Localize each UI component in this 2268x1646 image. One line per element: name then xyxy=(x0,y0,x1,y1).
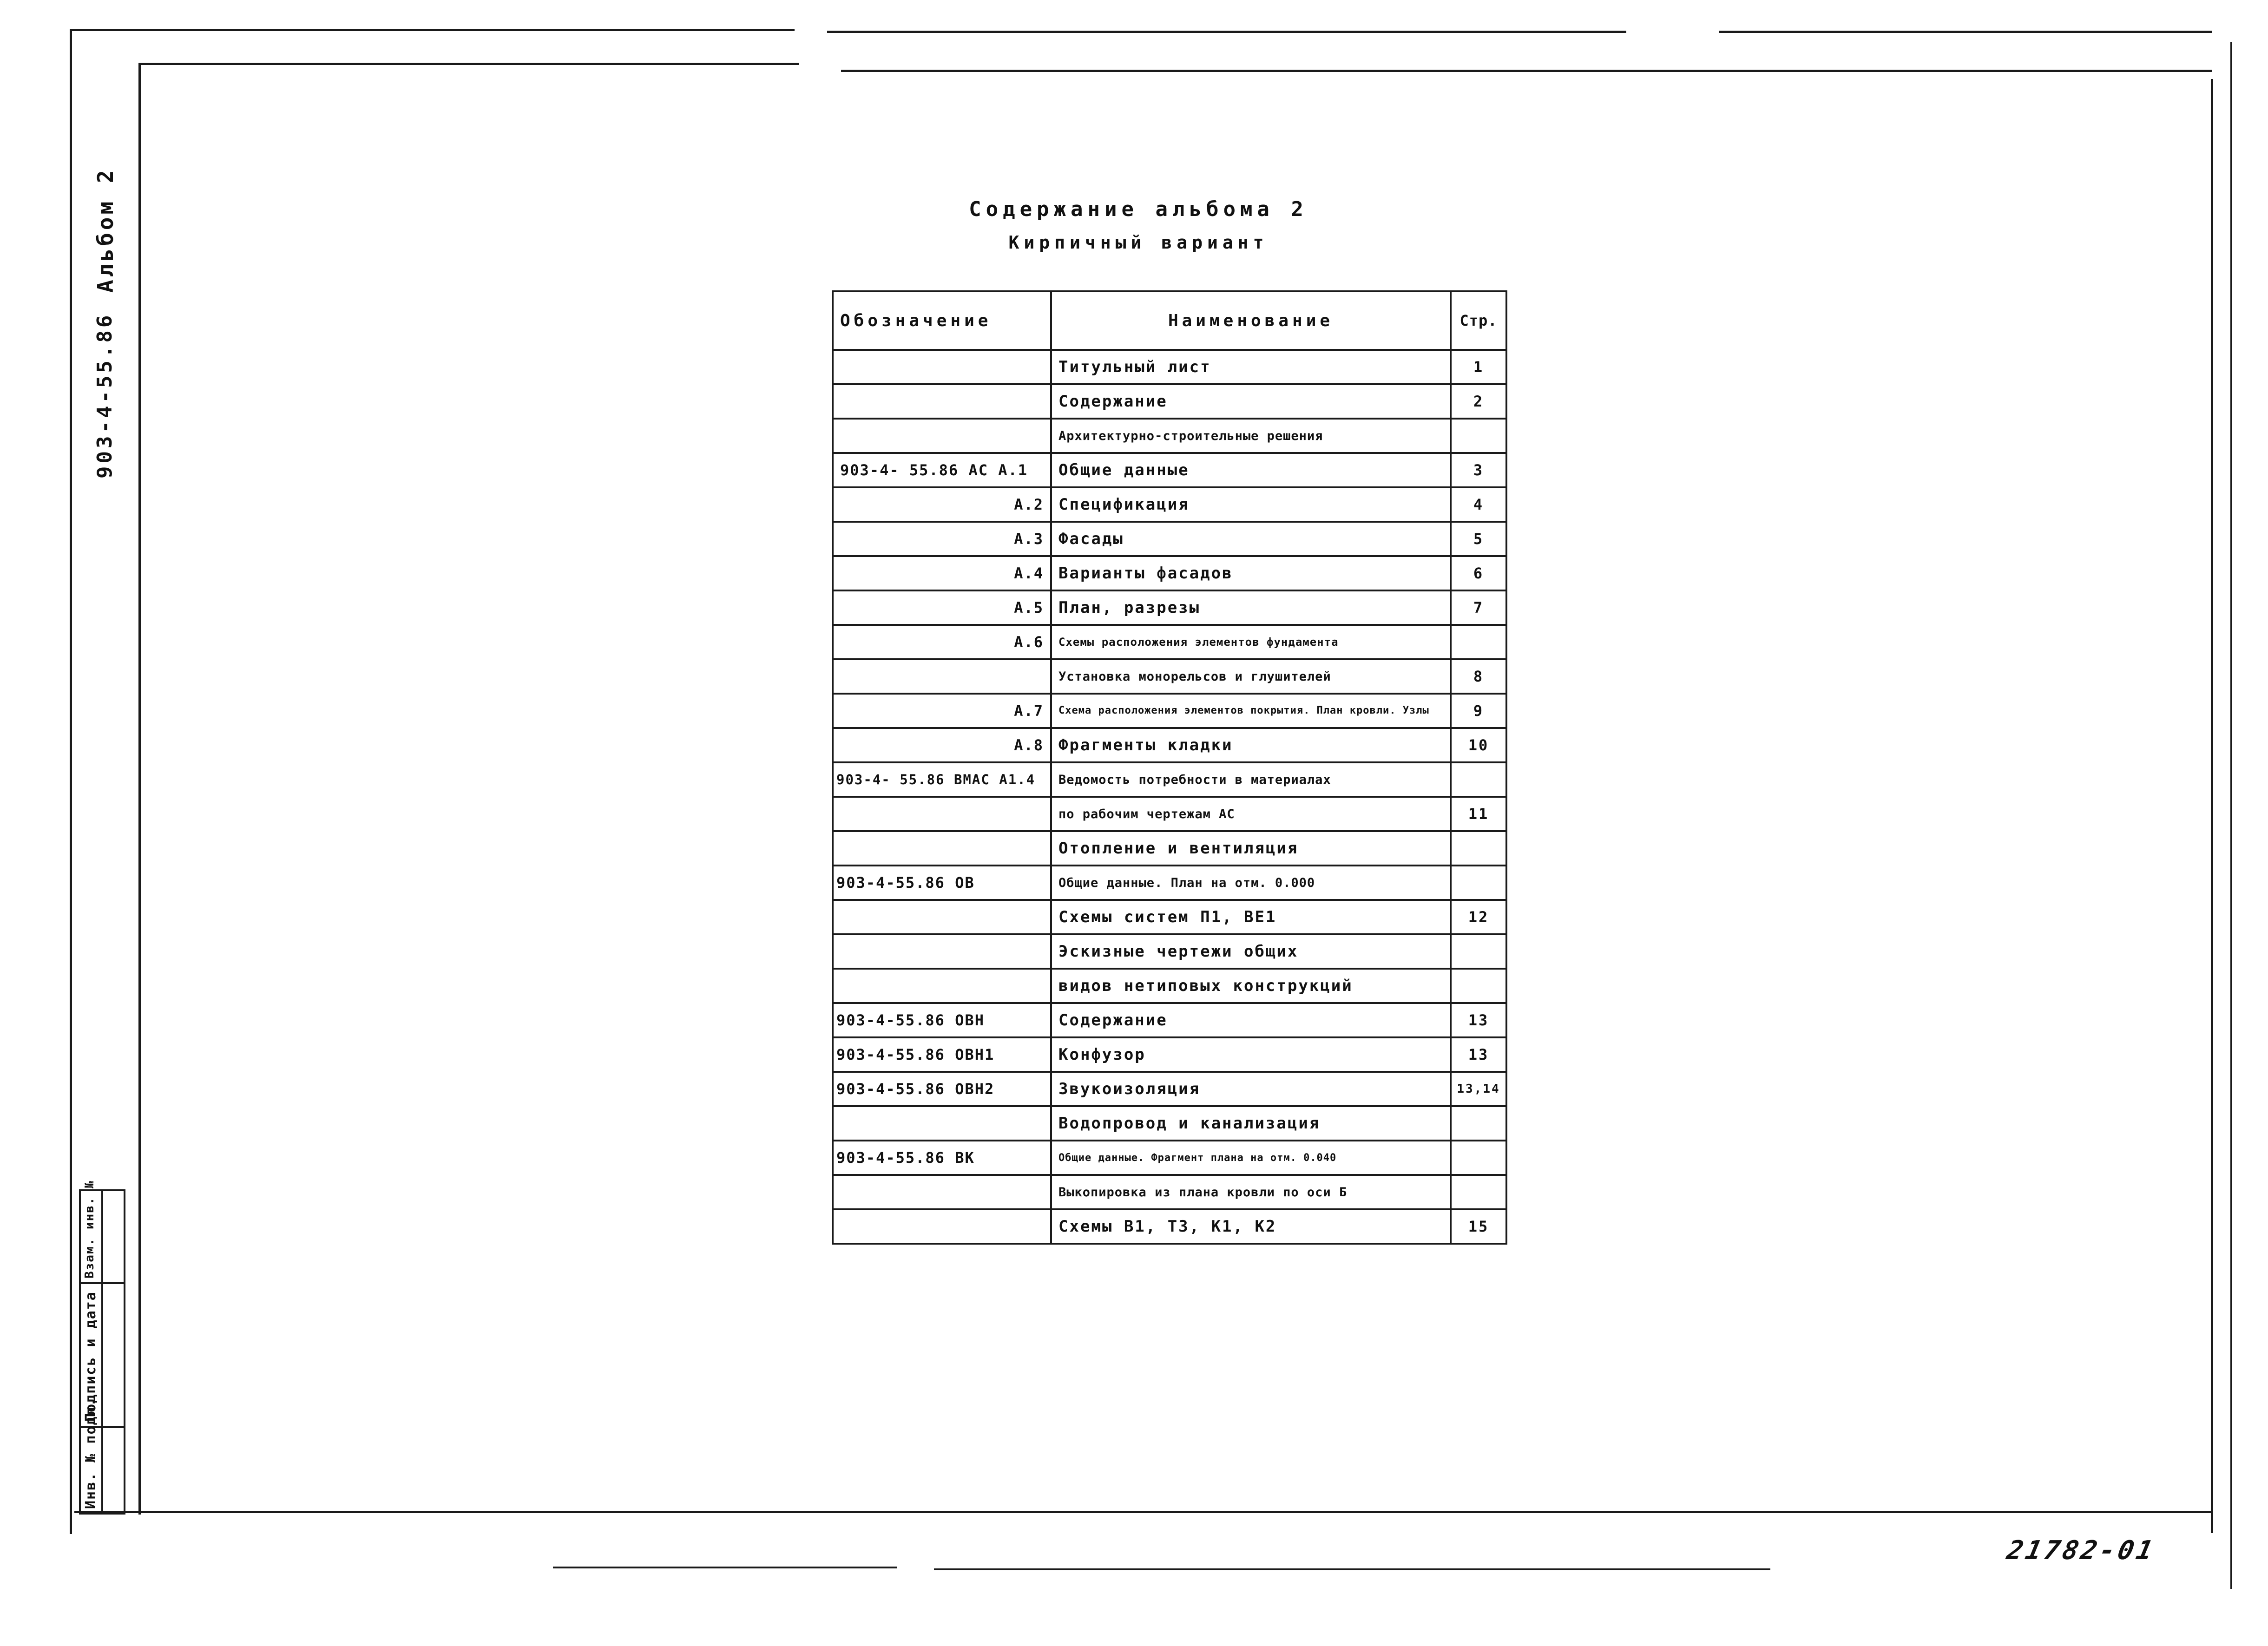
row-name: Содержание xyxy=(1051,384,1451,419)
row-page: 3 xyxy=(1451,453,1506,487)
row-designation: А.6 xyxy=(833,625,1051,659)
row-page: 7 xyxy=(1451,590,1506,625)
table-row xyxy=(833,866,1506,900)
row-name: Общие данные. Фрагмент плана на отм. 0.040 xyxy=(1051,1141,1451,1175)
row-page: 2 xyxy=(1451,384,1506,419)
table-row xyxy=(833,797,1506,831)
row-page: 1 xyxy=(1451,350,1506,384)
contents-table xyxy=(832,290,1507,1245)
row-page: 4 xyxy=(1451,487,1506,522)
table-row xyxy=(833,384,1506,419)
document-subtitle: Кирпичный вариант xyxy=(1008,232,1269,253)
frame-left xyxy=(138,63,141,1515)
row-name: Отопление и вентиляция xyxy=(1051,831,1451,866)
trim-line-bottom-left xyxy=(553,1567,897,1568)
row-designation xyxy=(833,1106,1051,1141)
table-row xyxy=(833,934,1506,969)
row-designation: А.3 xyxy=(833,522,1051,556)
frame-top-left xyxy=(139,63,799,65)
row-page: 9 xyxy=(1451,694,1506,728)
row-name: Выкопировка из плана кровли по оси Б xyxy=(1051,1175,1451,1209)
row-name: Варианты фасадов xyxy=(1051,556,1451,590)
row-designation: А.8 xyxy=(833,728,1051,762)
table-row xyxy=(833,590,1506,625)
table-row xyxy=(833,487,1506,522)
frame-right xyxy=(2211,79,2213,1533)
row-page: 8 xyxy=(1451,659,1506,694)
row-designation xyxy=(833,831,1051,866)
row-name: Схема расположения элементов покрытия. План кровли. Узлы xyxy=(1051,694,1451,728)
table-row xyxy=(833,1175,1506,1209)
row-name: Фрагменты кладки xyxy=(1051,728,1451,762)
outer-border-right xyxy=(2230,42,2232,1589)
row-page: 15 xyxy=(1451,1209,1506,1244)
stamp-cell-signature-date: Подпись и дата xyxy=(83,1291,99,1422)
row-name: видов нетиповых конструкций xyxy=(1051,969,1451,1003)
row-designation xyxy=(833,659,1051,694)
stamp-cell-replaced-inventory: Взам. инв. № xyxy=(83,1180,97,1279)
row-name: Спецификация xyxy=(1051,487,1451,522)
row-page: 6 xyxy=(1451,556,1506,590)
side-stamp-divider xyxy=(101,1189,103,1515)
row-designation xyxy=(833,419,1051,453)
row-designation xyxy=(833,934,1051,969)
row-page xyxy=(1451,1106,1506,1141)
table-row xyxy=(833,1037,1506,1072)
row-designation xyxy=(833,384,1051,419)
row-designation xyxy=(833,797,1051,831)
stamp-cell-inventory-no: Инв. № подл. xyxy=(83,1397,99,1509)
table-row xyxy=(833,453,1506,487)
row-designation: А.4 xyxy=(833,556,1051,590)
row-name: Схемы расположения элементов фундамента xyxy=(1051,625,1451,659)
row-page xyxy=(1451,934,1506,969)
table-row xyxy=(833,1106,1506,1141)
table-row xyxy=(833,900,1506,934)
table-row xyxy=(833,694,1506,728)
row-name: Звукоизоляция xyxy=(1051,1072,1451,1106)
row-name: Архитектурно-строительные решения xyxy=(1051,419,1451,453)
row-name: Схемы систем П1, ВЕ1 xyxy=(1051,900,1451,934)
frame-bottom xyxy=(74,1511,2212,1513)
row-designation: 903-4-55.86 ОВН xyxy=(833,1003,1051,1037)
row-name: по рабочим чертежам АС xyxy=(1051,797,1451,831)
row-designation xyxy=(833,1209,1051,1244)
row-page xyxy=(1451,419,1506,453)
document-title: Содержание альбома 2 xyxy=(969,197,1308,221)
outer-border-left xyxy=(70,29,72,1534)
row-page: 13 xyxy=(1451,1003,1506,1037)
table-row xyxy=(833,350,1506,384)
row-name: Схемы В1, Т3, К1, К2 xyxy=(1051,1209,1451,1244)
table-row xyxy=(833,556,1506,590)
row-designation: 903-4- 55.86 ВМАС А1.4 xyxy=(833,762,1051,797)
header-designation: Обозначение xyxy=(833,291,1051,350)
row-name: Общие данные. План на отм. 0.000 xyxy=(1051,866,1451,900)
row-name: План, разрезы xyxy=(1051,590,1451,625)
side-stamp-sep-1 xyxy=(79,1282,125,1284)
header-page: Стр. xyxy=(1451,291,1506,350)
row-name: Ведомость потребности в материалах xyxy=(1051,762,1451,797)
row-name: Содержание xyxy=(1051,1003,1451,1037)
outer-border-top-middle xyxy=(827,31,1626,33)
frame-top-right xyxy=(841,70,2212,72)
outer-border-top-left xyxy=(70,29,795,31)
row-name: Общие данные xyxy=(1051,453,1451,487)
row-page: 10 xyxy=(1451,728,1506,762)
row-page xyxy=(1451,831,1506,866)
row-page: 11 xyxy=(1451,797,1506,831)
table-row xyxy=(833,969,1506,1003)
row-name: Конфузор xyxy=(1051,1037,1451,1072)
table-row xyxy=(833,419,1506,453)
table-row xyxy=(833,659,1506,694)
row-name: Водопровод и канализация xyxy=(1051,1106,1451,1141)
row-designation xyxy=(833,1175,1051,1209)
table-row xyxy=(833,762,1506,797)
row-name: Эскизные чертежи общих xyxy=(1051,934,1451,969)
catalog-number: 21782-01 xyxy=(2004,1535,2158,1566)
row-page xyxy=(1451,1141,1506,1175)
row-name: Титульный лист xyxy=(1051,350,1451,384)
row-page: 13,14 xyxy=(1451,1072,1506,1106)
table-header-row xyxy=(833,291,1506,350)
table-row xyxy=(833,1072,1506,1106)
row-designation: 903-4-55.86 ОВН1 xyxy=(833,1037,1051,1072)
row-designation xyxy=(833,350,1051,384)
table-row xyxy=(833,625,1506,659)
row-designation xyxy=(833,900,1051,934)
row-designation: 903-4-55.86 ОВ xyxy=(833,866,1051,900)
row-page xyxy=(1451,866,1506,900)
row-designation xyxy=(833,969,1051,1003)
row-page xyxy=(1451,625,1506,659)
header-name: Наименование xyxy=(1051,291,1451,350)
row-page xyxy=(1451,762,1506,797)
row-designation: А.5 xyxy=(833,590,1051,625)
row-page: 12 xyxy=(1451,900,1506,934)
row-designation: А.7 xyxy=(833,694,1051,728)
table-row xyxy=(833,522,1506,556)
outer-border-top-right xyxy=(1719,31,2212,33)
row-designation: 903-4- 55.86 АС А.1 xyxy=(833,453,1051,487)
table-row xyxy=(833,1003,1506,1037)
table-row xyxy=(833,1141,1506,1175)
trim-line-bottom-right xyxy=(934,1568,1770,1570)
row-page xyxy=(1451,969,1506,1003)
row-page xyxy=(1451,1175,1506,1209)
row-page: 5 xyxy=(1451,522,1506,556)
row-designation: 903-4-55.86 ОВН2 xyxy=(833,1072,1051,1106)
row-designation: 903-4-55.86 ВК xyxy=(833,1141,1051,1175)
row-name: Установка монорельсов и глушителей xyxy=(1051,659,1451,694)
album-label: Альбом 2 xyxy=(93,167,118,293)
row-page: 13 xyxy=(1451,1037,1506,1072)
table-row xyxy=(833,1209,1506,1244)
table-row xyxy=(833,728,1506,762)
row-designation: А.2 xyxy=(833,487,1051,522)
project-code-vertical: 903-4-55.86 xyxy=(93,312,117,479)
row-name: Фасады xyxy=(1051,522,1451,556)
table-row xyxy=(833,831,1506,866)
